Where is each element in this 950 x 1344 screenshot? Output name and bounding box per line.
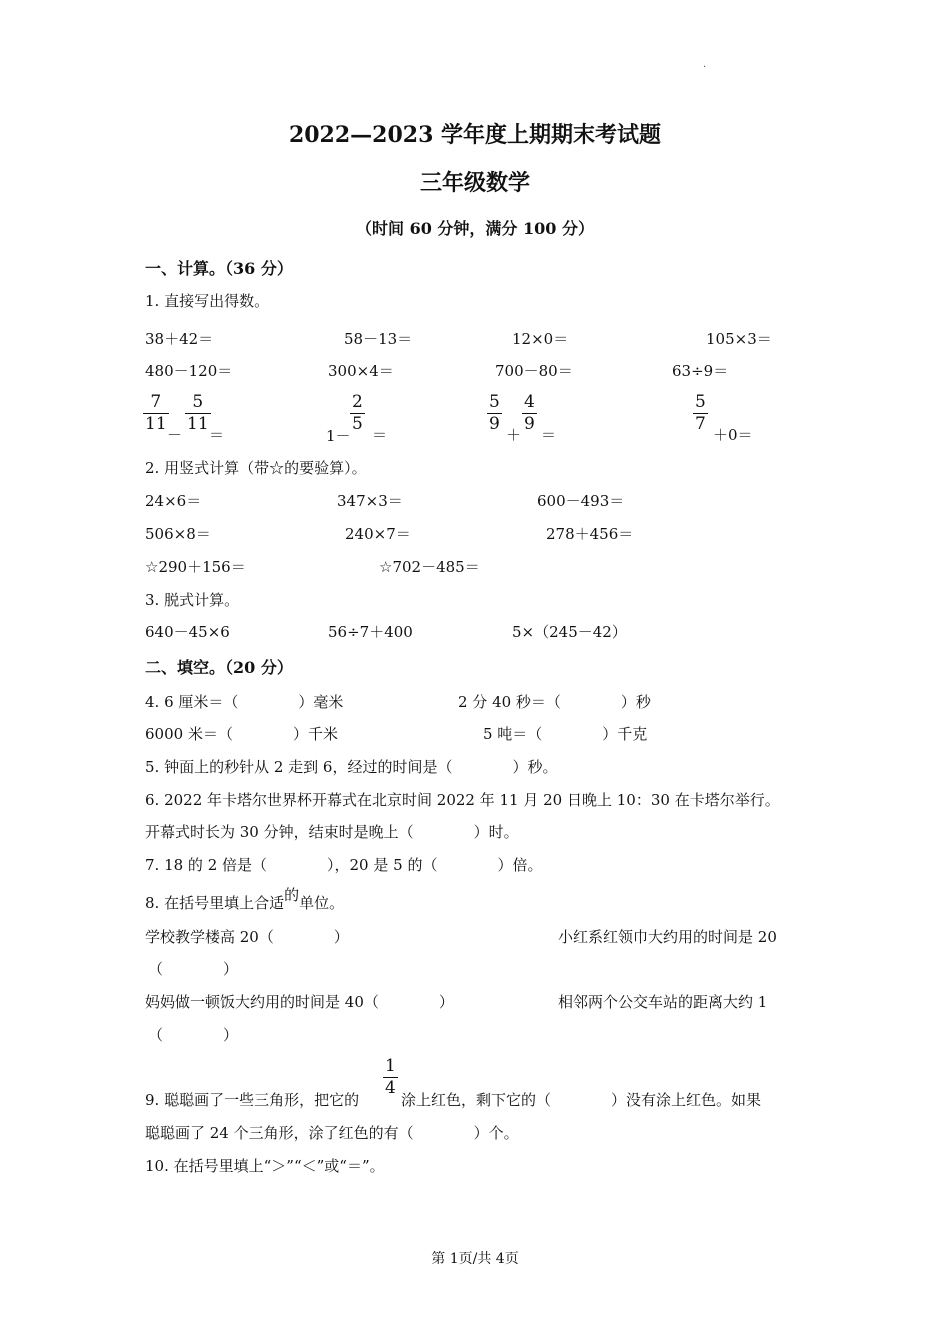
- section1-heading: 一、计算。（36 分）: [145, 259, 293, 278]
- fraction-denominator: 7: [695, 414, 706, 434]
- q1-item: 300×4＝: [328, 362, 394, 380]
- fraction-numerator: 1: [385, 1056, 396, 1076]
- fraction: [383, 1057, 398, 1098]
- section2-heading: 二、填空。（20 分）: [145, 658, 293, 677]
- fraction: [487, 393, 502, 434]
- equals: ＝: [372, 426, 388, 444]
- fraction-denominator: 5: [352, 414, 363, 434]
- fraction: [693, 393, 708, 434]
- q2-item: 278＋456＝: [546, 525, 634, 543]
- q3-item: 5×（245－42）: [512, 623, 627, 641]
- q8-label: [145, 886, 345, 913]
- q8-item: 相邻两个公交车站的距离大约 1: [558, 993, 768, 1011]
- q8-item: 妈妈做一顿饭大约用的时间是 40（ ）: [145, 993, 454, 1011]
- fraction-denominator: 4: [385, 1078, 396, 1098]
- fraction-numerator: 4: [524, 392, 535, 412]
- q1-item: 58－13＝: [344, 330, 413, 348]
- fraction-numerator: 7: [150, 392, 162, 412]
- exam-subtitle: 三年级数学: [419, 170, 530, 196]
- equals: ＋0＝: [713, 426, 753, 444]
- fraction-denominator: 11: [145, 414, 167, 434]
- operator: 1－: [326, 427, 351, 445]
- time-info: （时间 60 分钟，满分 100 分）: [356, 219, 594, 238]
- fraction: [143, 393, 169, 434]
- q8-item: （ ）: [148, 960, 239, 978]
- page-footer: 第 1页/共 4页: [431, 1251, 519, 1267]
- q1-item: 105×3＝: [706, 330, 772, 348]
- q1-item: 480－120＝: [145, 362, 233, 380]
- q1-item: 700－80＝: [495, 362, 573, 380]
- fraction: [185, 393, 211, 434]
- q3-item: 56÷7＋400: [328, 623, 413, 641]
- q1-label: 1. 直接写出得数。: [145, 292, 270, 310]
- q2-item: 347×3＝: [337, 492, 403, 510]
- q2-label: 2. 用竖式计算（带☆的要验算）。: [145, 459, 367, 477]
- q8-label-a: 8. 在括号里填上合适: [145, 894, 285, 912]
- q1-item: 38＋42＝: [145, 330, 214, 348]
- q8-item: （ ）: [148, 1026, 239, 1044]
- q9-line1-b: 涂上红色，剩下它的（ ）没有涂上红色。如果: [401, 1091, 762, 1109]
- q2-item: ☆290＋156＝: [145, 558, 246, 576]
- fraction-numerator: 5: [192, 392, 204, 412]
- fraction-denominator: 11: [187, 414, 209, 434]
- q2-item: 24×6＝: [145, 492, 202, 510]
- q2-item: 240×7＝: [345, 525, 411, 543]
- operator: －: [167, 426, 183, 444]
- q2-item: ☆702－485＝: [379, 558, 480, 576]
- q2-item: 506×8＝: [145, 525, 211, 543]
- q1-item: 12×0＝: [512, 330, 569, 348]
- fraction-denominator: 9: [524, 414, 535, 434]
- q1-item: 63÷9＝: [672, 362, 729, 380]
- fraction-numerator: 2: [352, 392, 363, 412]
- q10: 10. 在括号里填上“＞”“＜”或“＝”。: [145, 1157, 385, 1175]
- q3-item: 640－45×6: [145, 623, 230, 641]
- q2-item: 600－493＝: [537, 492, 625, 510]
- q4-item: 6000 米＝（ ）千米: [145, 725, 338, 743]
- q9-line2: 聪聪画了 24 个三角形，涂了红色的有（ ）个。: [145, 1124, 519, 1142]
- q8-label-b: 单位。: [299, 894, 345, 912]
- q8-label-sup: 的: [284, 886, 300, 904]
- fraction: [522, 393, 537, 434]
- operator: ＋: [506, 426, 522, 444]
- fraction-numerator: 5: [489, 392, 500, 412]
- fraction: [350, 393, 365, 434]
- q7: 7. 18 的 2 倍是（ ），20 是 5 的（ ）倍。: [145, 856, 543, 874]
- q4-item: 5 吨＝（ ）千克: [483, 725, 648, 743]
- equals: ＝: [209, 426, 225, 444]
- q4-item: 4. 6 厘米＝（ ）毫米: [145, 693, 344, 711]
- header-mark: ·: [703, 62, 707, 73]
- q8-item: 小红系红领巾大约用的时间是 20: [558, 928, 777, 946]
- equals: ＝: [541, 426, 557, 444]
- q4-item: 2 分 40 秒＝（ ）秒: [458, 693, 651, 711]
- q6-line1: 6. 2022 年卡塔尔世界杯开幕式在北京时间 2022 年 11 月 20 日晚上 10：30 在卡塔尔举行。: [145, 791, 780, 809]
- q5: 5. 钟面上的秒针从 2 走到 6，经过的时间是（ ）秒。: [145, 758, 558, 776]
- q3-label: 3. 脱式计算。: [145, 591, 240, 609]
- fraction-numerator: 5: [695, 392, 706, 412]
- q9-line1-a: 9. 聪聪画了一些三角形，把它的: [145, 1091, 360, 1109]
- q6-line2: 开幕式时长为 30 分钟，结束时是晚上（ ）时。: [145, 823, 519, 841]
- q8-item: 学校教学楼高 20（ ）: [145, 928, 349, 946]
- fraction-denominator: 9: [489, 414, 500, 434]
- exam-title: 2022—2023 学年度上期期末考试题: [288, 122, 662, 148]
